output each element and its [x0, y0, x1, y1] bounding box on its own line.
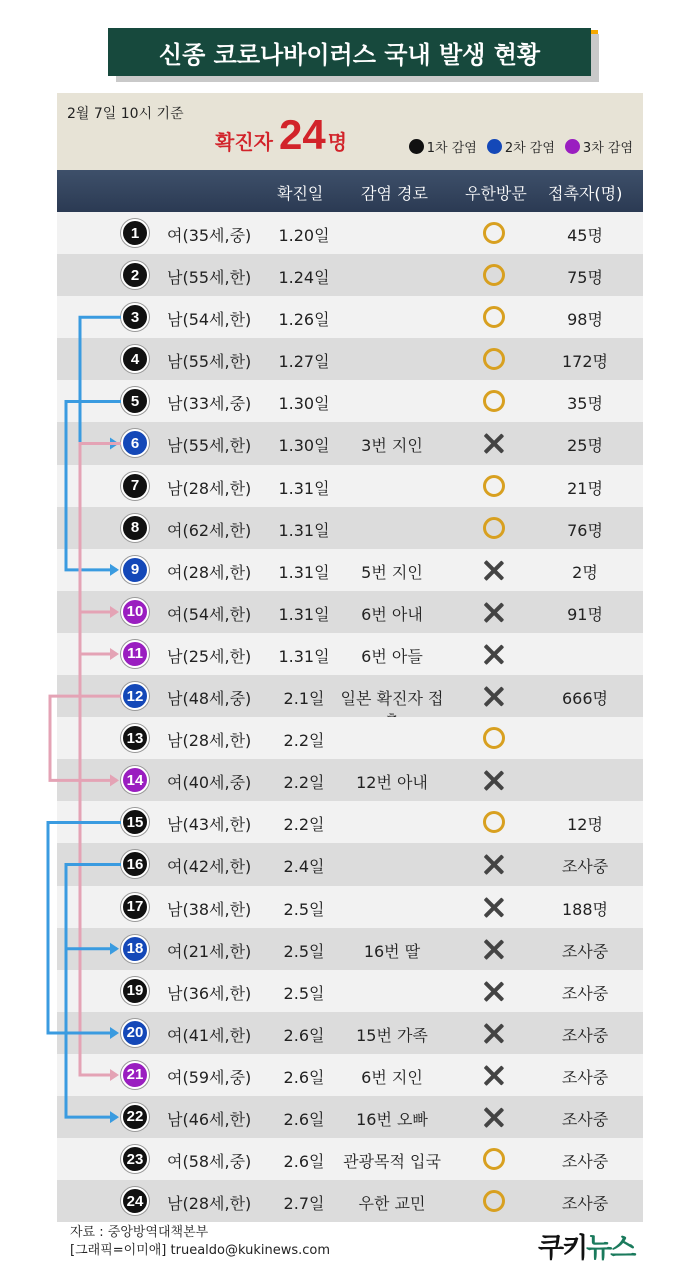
case-contacts: 76명	[567, 520, 603, 540]
case-number-badge: 10	[121, 598, 149, 626]
table-row	[57, 759, 643, 801]
title-accent	[591, 30, 598, 80]
case-number-badge: 9	[121, 556, 149, 584]
header-route: 감염 경로	[361, 184, 428, 203]
case-contacts: 172명	[562, 352, 608, 372]
table-row	[57, 675, 643, 717]
case-date: 2.2일	[283, 731, 325, 751]
case-date: 2.5일	[283, 941, 325, 961]
legend-dot	[565, 139, 580, 154]
case-number-badge: 24	[121, 1187, 149, 1215]
case-person: 남(55세,한)	[167, 268, 252, 288]
not-visited-x-icon	[483, 896, 505, 918]
visited-circle-icon	[483, 475, 505, 497]
case-contacts: 91명	[567, 604, 603, 624]
case-person: 남(25세,한)	[167, 646, 252, 666]
visited-circle-icon	[483, 727, 505, 749]
case-date: 2.2일	[283, 815, 325, 835]
not-visited-x-icon	[483, 685, 505, 707]
case-number-badge: 4	[121, 345, 149, 373]
case-date: 1.31일	[278, 646, 330, 666]
table-row	[57, 633, 643, 675]
legend-item	[565, 137, 633, 156]
confirmed-count	[215, 111, 347, 159]
case-number-badge: 20	[121, 1019, 149, 1047]
case-route: 3번 지인	[361, 436, 423, 456]
visited-circle-icon	[483, 222, 505, 244]
not-visited-x-icon	[483, 643, 505, 665]
confirmed-number: 24	[278, 111, 326, 158]
legend-dot	[487, 139, 502, 154]
visited-circle-icon	[483, 390, 505, 412]
as-of-date: 2월 7일 10시 기준	[67, 106, 184, 122]
case-person: 남(36세,한)	[167, 983, 252, 1003]
confirmed-unit: 명	[327, 130, 348, 154]
case-person: 여(62세,한)	[167, 520, 252, 540]
legend-label: 2차 감염	[504, 141, 555, 156]
case-person: 여(42세,한)	[167, 857, 252, 877]
case-table	[57, 212, 643, 1222]
case-contacts: 조사중	[561, 1194, 609, 1214]
not-visited-x-icon	[483, 853, 505, 875]
not-visited-x-icon	[483, 980, 505, 1002]
case-contacts: 98명	[567, 310, 603, 330]
visited-circle-icon	[483, 811, 505, 833]
case-person: 여(40세,중)	[167, 773, 252, 793]
table-row	[57, 549, 643, 591]
case-contacts: 666명	[562, 689, 608, 709]
case-contacts: 45명	[567, 226, 603, 245]
confirmed-label: 확진자	[215, 130, 273, 154]
case-contacts: 188명	[562, 899, 608, 919]
case-person: 여(54세,한)	[167, 604, 252, 624]
case-contacts: 12명	[567, 815, 603, 835]
table-row	[57, 886, 643, 928]
case-route: 6번 지인	[361, 1067, 423, 1087]
case-person: 남(28세,한)	[167, 1194, 252, 1214]
case-person: 여(21세,한)	[167, 941, 252, 961]
logo-part-1: 쿠키	[538, 1233, 587, 1264]
case-person: 남(38세,한)	[167, 899, 252, 919]
table-row	[57, 212, 643, 254]
case-person: 남(55세,한)	[167, 352, 252, 372]
case-route: 16번 딸	[363, 941, 421, 961]
case-contacts: 조사중	[561, 1152, 609, 1172]
case-date: 1.20일	[278, 226, 330, 245]
case-person: 남(28세,한)	[167, 478, 252, 498]
case-contacts: 75명	[567, 268, 603, 288]
case-date: 1.27일	[278, 352, 330, 372]
case-date: 1.24일	[278, 268, 330, 288]
case-number-badge: 12	[121, 682, 149, 710]
case-date: 2.6일	[283, 1152, 325, 1172]
visited-circle-icon	[483, 264, 505, 286]
case-number-badge: 5	[121, 387, 149, 415]
header-wuhan: 우한방문	[465, 184, 527, 203]
case-contacts: 조사중	[561, 983, 609, 1003]
case-contacts: 조사중	[561, 1067, 609, 1087]
visited-circle-icon	[483, 1148, 505, 1170]
case-date: 2.5일	[283, 899, 325, 919]
case-number-badge: 1	[121, 219, 149, 247]
not-visited-x-icon	[483, 432, 505, 454]
case-person: 여(35세,중)	[167, 226, 252, 245]
table-row	[57, 422, 643, 464]
table-row	[57, 465, 643, 507]
case-person: 남(54세,한)	[167, 310, 252, 330]
case-contacts: 21명	[567, 478, 603, 498]
not-visited-x-icon	[483, 1106, 505, 1128]
case-date: 2.2일	[283, 773, 325, 793]
legend	[409, 137, 633, 156]
source-text: 자료 : 중앙방역대책본부	[70, 1225, 209, 1240]
legend-label: 1차 감염	[426, 141, 477, 156]
case-contacts: 2명	[572, 562, 598, 582]
case-route: 5번 지인	[361, 562, 423, 582]
case-number-badge: 3	[121, 303, 149, 331]
case-date: 1.31일	[278, 520, 330, 540]
table-row	[57, 1054, 643, 1096]
case-person: 여(58세,중)	[167, 1152, 252, 1172]
case-number-badge: 8	[121, 514, 149, 542]
case-date: 2.5일	[283, 983, 325, 1003]
case-date: 1.31일	[278, 604, 330, 624]
visited-circle-icon	[483, 517, 505, 539]
case-number-badge: 22	[121, 1103, 149, 1131]
visited-circle-icon	[483, 1190, 505, 1212]
case-date: 1.26일	[278, 310, 330, 330]
not-visited-x-icon	[483, 938, 505, 960]
case-contacts: 조사중	[561, 1109, 609, 1129]
case-date: 2.7일	[283, 1194, 325, 1214]
case-route: 15번 가족	[356, 1025, 428, 1045]
table-row	[57, 970, 643, 1012]
case-route: 6번 아내	[361, 604, 423, 624]
not-visited-x-icon	[483, 1022, 505, 1044]
not-visited-x-icon	[483, 559, 505, 581]
case-contacts: 35명	[567, 394, 603, 414]
case-number-badge: 7	[121, 472, 149, 500]
kuki-news-logo	[538, 1226, 634, 1265]
legend-dot	[409, 139, 424, 154]
case-person: 남(48세,중)	[167, 689, 252, 709]
case-number-badge: 18	[121, 935, 149, 963]
case-number-badge: 13	[121, 724, 149, 752]
case-date: 2.1일	[283, 689, 325, 709]
case-person: 남(33세,중)	[167, 394, 252, 414]
table-row	[57, 338, 643, 380]
footer	[70, 1224, 330, 1260]
case-date: 1.31일	[278, 562, 330, 582]
legend-item	[487, 137, 555, 156]
case-number-badge: 6	[121, 429, 149, 457]
table-row	[57, 1096, 643, 1138]
case-date: 1.31일	[278, 478, 330, 498]
case-route: 12번 아내	[356, 773, 428, 793]
case-contacts: 조사중	[561, 1025, 609, 1045]
table-row	[57, 1012, 643, 1054]
table-row	[57, 1138, 643, 1180]
table-row	[57, 843, 643, 885]
table-row	[57, 296, 643, 338]
case-number-badge: 21	[121, 1061, 149, 1089]
legend-item	[409, 137, 477, 156]
case-person: 남(55세,한)	[167, 436, 252, 456]
case-route: 관광목적 입국	[343, 1152, 441, 1172]
case-date: 2.6일	[283, 1067, 325, 1087]
table-row	[57, 380, 643, 422]
visited-circle-icon	[483, 348, 505, 370]
logo-part-2: 뉴스	[586, 1233, 635, 1264]
not-visited-x-icon	[483, 769, 505, 791]
case-person: 남(28세,한)	[167, 731, 252, 751]
not-visited-x-icon	[483, 1064, 505, 1086]
case-number-badge: 14	[121, 766, 149, 794]
case-date: 2.6일	[283, 1025, 325, 1045]
case-number-badge: 16	[121, 850, 149, 878]
case-route: 16번 오빠	[356, 1109, 428, 1129]
table-row	[57, 591, 643, 633]
table-header	[57, 170, 643, 212]
case-number-badge: 11	[121, 640, 149, 668]
not-visited-x-icon	[483, 601, 505, 623]
case-person: 여(28세,한)	[167, 562, 252, 582]
credit-text: [그래픽=이미애] truealdo@kukinews.com	[70, 1243, 331, 1258]
case-number-badge: 17	[121, 893, 149, 921]
visited-circle-icon	[483, 306, 505, 328]
table-row	[57, 507, 643, 549]
case-date: 2.6일	[283, 1109, 325, 1129]
case-person: 여(59세,중)	[167, 1067, 252, 1087]
table-row	[57, 801, 643, 843]
case-date: 1.30일	[278, 436, 330, 456]
case-route: 우한 교민	[358, 1194, 426, 1214]
case-contacts: 조사중	[561, 857, 609, 877]
case-route: 일본 확진자 접	[340, 689, 444, 709]
table-row	[57, 928, 643, 970]
table-row	[57, 717, 643, 759]
summary-box	[57, 93, 643, 170]
header-date: 확진일	[277, 184, 324, 203]
case-route: 6번 아들	[361, 646, 423, 666]
case-person: 남(43세,한)	[167, 815, 252, 835]
table-row	[57, 1180, 643, 1222]
case-number-badge: 2	[121, 261, 149, 289]
case-number-badge: 15	[121, 808, 149, 836]
case-person: 여(41세,한)	[167, 1025, 252, 1045]
case-number-badge: 19	[121, 977, 149, 1005]
case-number-badge: 23	[121, 1145, 149, 1173]
case-person: 남(46세,한)	[167, 1109, 252, 1129]
page-title: 신종 코로나바이러스 국내 발생 현황	[108, 28, 591, 76]
case-contacts: 25명	[567, 436, 603, 456]
case-contacts: 조사중	[561, 941, 609, 961]
table-row	[57, 254, 643, 296]
header-contacts: 접촉자(명)	[548, 184, 623, 203]
case-date: 2.4일	[283, 857, 325, 877]
legend-label: 3차 감염	[582, 141, 633, 156]
case-date: 1.30일	[278, 394, 330, 414]
